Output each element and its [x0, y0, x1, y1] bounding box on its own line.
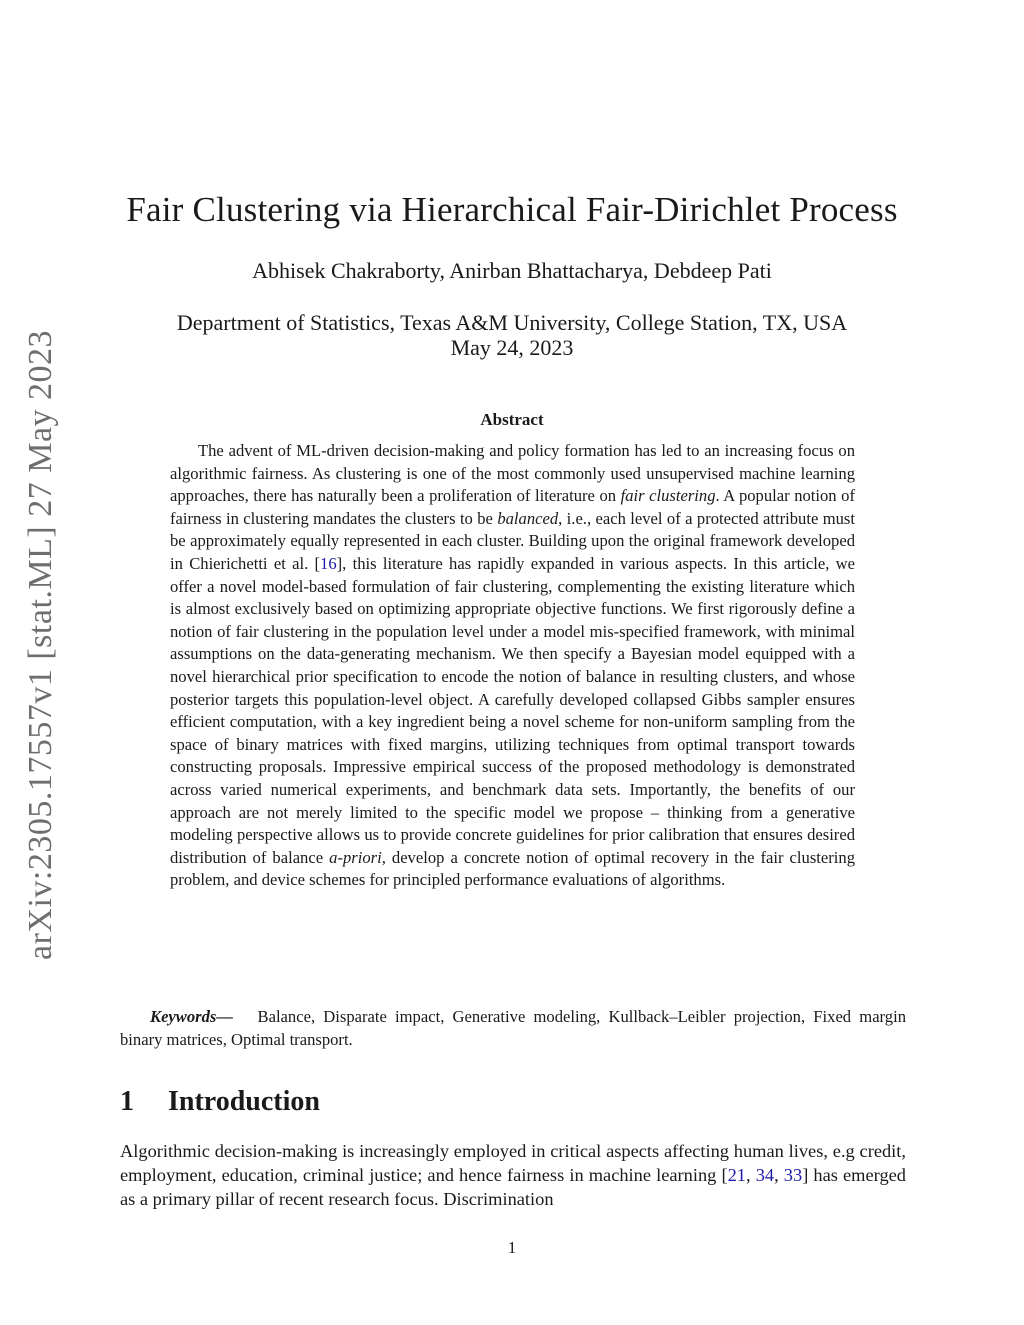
affiliation-block [100, 310, 924, 360]
abstract-emphasis: balanced [497, 508, 559, 528]
section-number: 1 [120, 1086, 134, 1117]
abstract-emphasis: a-priori [329, 847, 382, 867]
abstract-emphasis: fair clustering [620, 486, 716, 506]
abstract-text [170, 440, 855, 892]
page-number: 1 [507, 1238, 517, 1257]
author-list: Abhisek Chakraborty, Anirban Bhattacharya, Debdeep Pati [252, 258, 772, 283]
intro-part: Algorithmic decision-making is increasingly employed in critical aspects affecting human lives, e.g credit, employment, education, criminal justice; and hence fairness in machine learning [ [120, 1141, 906, 1185]
section-title: Introduction [168, 1086, 320, 1117]
abstract-part: , develop a concrete notion of optimal recovery in the fair clustering problem, and device schemes for principled performance evaluations of algorithms. [170, 847, 855, 890]
keywords-text: Balance, Disparate impact, Generative modeling, Kullback–Leibler projection, Fixed margin binary matrices, Optimal transport. [120, 1007, 906, 1049]
abstract-part: ], this literature has rapidly expanded in various aspects. In this article, we offer a novel model-based formulation of fair clustering, complementing the existing literature which is almost exclusively based on optimizing appropriate objective functions. We first rigorously define a notion of fair clustering in the population level under a model mis-specified framework, with minimal assumptions on the data-generating mechanism. We then specify a Bayesian model equipped with a novel hierarchical prior specification to encode the notion of balance in resulting clusters, and whose posterior targets this population-level object. A carefully developed collapsed Gibbs sampler ensures efficient computation, with a key ingredient being a novel scheme for non-uniform sampling from the space of binary matrices with fixed margins, utilizing techniques from optimal transport towards constructing proposals. Impressive empirical success of the proposed methodology is demonstrated across varied numerical experiments, and benchmark data sets. Importantly, the benefits of our approach are not merely limited to the specific model we propose – thinking from a generative modeling perspective allows us to provide concrete guidelines for prior calibration that ensures desired distribution of balance [170, 553, 855, 867]
abstract-heading: Abstract [480, 410, 544, 429]
citation-link[interactable]: 16 [320, 553, 337, 573]
arxiv-stamp: arXiv:2305.17557v1 [stat.ML] 27 May 2023 [22, 329, 59, 960]
affiliation: Department of Statistics, Texas A&M University, College Station, TX, USA [176, 310, 848, 335]
abstract-part: , i.e., each level of a protected attribute must be approximately equally represented in each cluster. Building upon the original framework developed in Chierichetti et al. [ [170, 508, 855, 573]
keywords-label: Keywords— [150, 1007, 233, 1026]
citation-separator: , [746, 1165, 756, 1185]
citation-link[interactable]: 21 [727, 1165, 746, 1185]
abstract-part: The advent of ML-driven decision-making and policy formation has led to an increasing focus on algorithmic fairness. As clustering is one of the most commonly used unsupervised machine learning approaches, there has naturally been a proliferation of literature on [170, 441, 855, 506]
abstract-part: . A popular notion of fairness in clustering mandates the clusters to be [170, 486, 855, 528]
section-heading [120, 1086, 906, 1118]
citation-link[interactable]: 33 [783, 1165, 803, 1185]
citation-link[interactable]: 34 [755, 1165, 775, 1185]
citation-separator: , [774, 1165, 784, 1185]
intro-part: ] has emerged as a primary pillar of recent research focus. Discrimination [120, 1165, 906, 1209]
paper-title: Fair Clustering via Hierarchical Fair-Dirichlet Process [126, 190, 898, 229]
intro-paragraph [120, 1139, 906, 1211]
paper-date: May 24, 2023 [450, 335, 574, 360]
keywords-block [120, 1005, 906, 1051]
